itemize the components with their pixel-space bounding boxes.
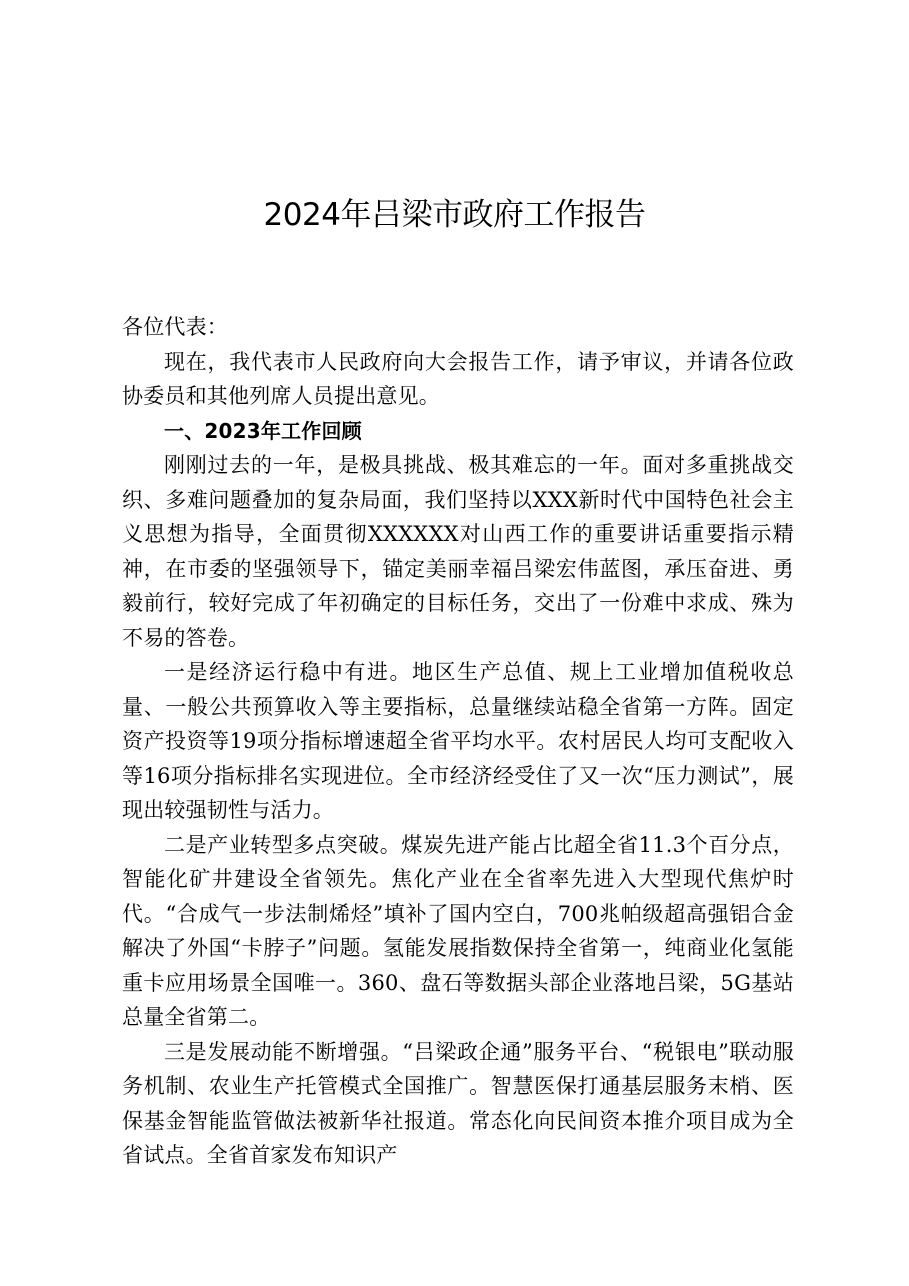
document-title: 2024年吕梁市政府工作报告 — [263, 197, 646, 233]
section-heading: 一、2023年工作回顾 — [164, 418, 362, 443]
body-paragraph: 刚刚过去的一年，是极具挑战、极其难忘的一年。面对多重挑战交织、多难问题叠加的复杂局面，我们坚持以XXX新时代中国特色社会主义思想为指导，全面贯彻XXXXXX对山西工作的重要讲话重要指示精神，在市委的坚强领导下，锚定美丽幸福吕梁宏伟蓝图，承压奋进、勇毅前行，较好完成了年初确定的目标任务，交出了一份难中求成、殊为不易的答卷。 — [122, 453, 794, 650]
intro-paragraph: 现在，我代表市人民政府向大会报告工作，请予审议，并请各位政协委员和其他列席人员提出意见。 — [122, 349, 794, 408]
body-paragraph: 三是发展动能不断增强。“吕梁政企通”服务平台、“税银电”联动服务机制、农业生产托管模式全国推广。智慧医保打通基层服务末梢、医保基金智能监管做法被新华社报道。常态化向民间资本推介项目成为全省试点。全省首家发布知识产 — [122, 1039, 794, 1167]
body-paragraph: 二是产业转型多点突破。煤炭先进产能占比超全省11.3个百分点，智能化矿井建设全省领先。焦化产业在全省率先进入大型现代焦炉时代。“合成气一步法制烯烃”填补了国内空白，700兆帕级超高强铝合金解决了外国“卡脖子”问题。氢能发展指数保持全省第一，纯商业化氢能重卡应用场景全国唯一。360、盘石等数据头部企业落地吕梁，5G基站总量全省第二。 — [122, 832, 794, 1029]
salutation: 各位代表： — [122, 315, 228, 339]
body-paragraph: 一是经济运行稳中有进。地区生产总值、规上工业增加值税收总量、一般公共预算收入等主要指标，总量继续站稳全省第一方阵。固定资产投资等19项分指标增速超全省平均水平。农村居民人均可支配收入等16项分指标排名实现进位。全市经济经受住了又一次“压力测试”，展现出较强韧性与活力。 — [122, 660, 794, 822]
document-body — [122, 310, 794, 1173]
